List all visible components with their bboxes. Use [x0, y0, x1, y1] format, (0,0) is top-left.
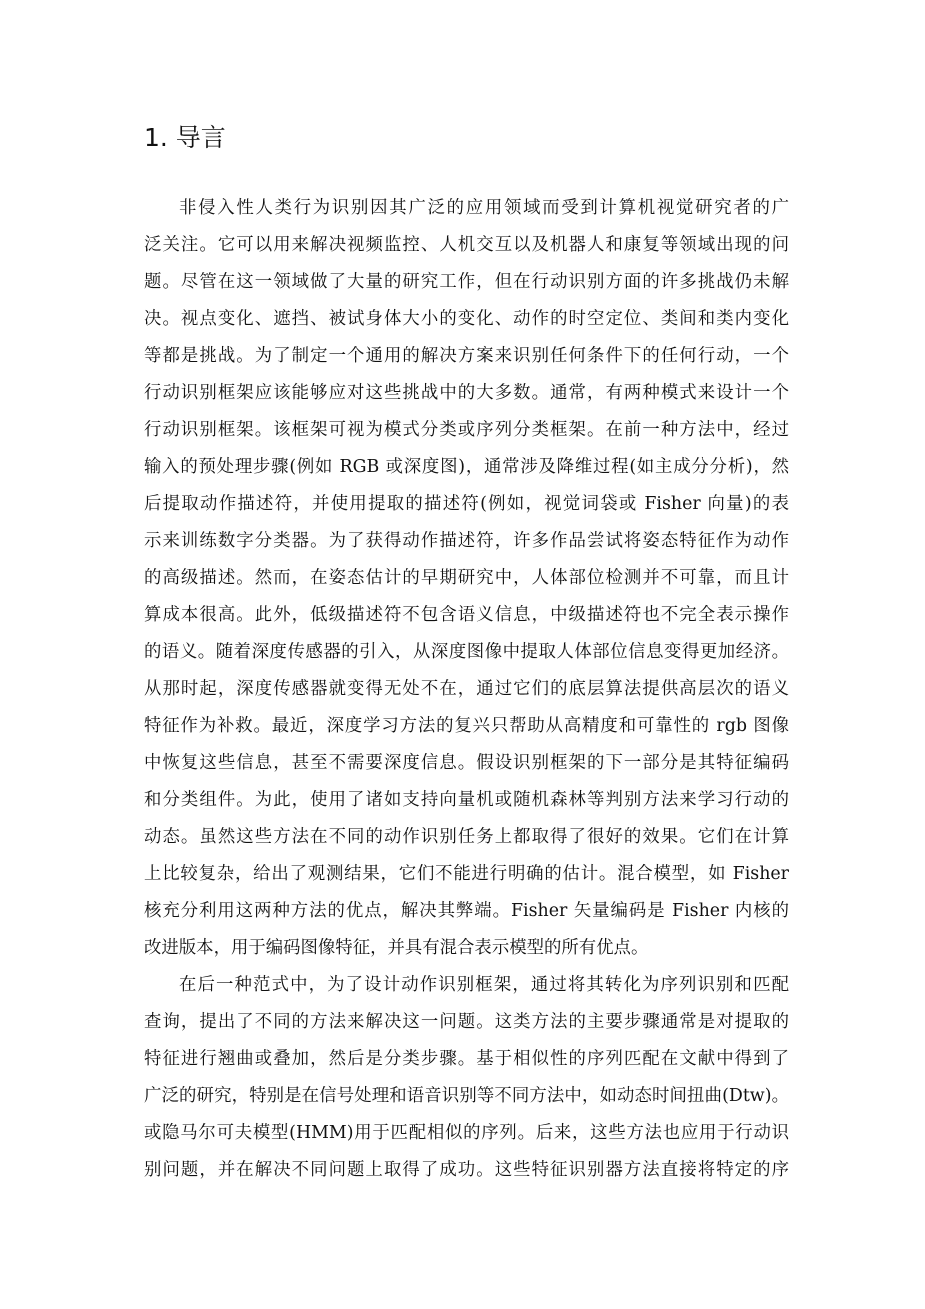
- paragraph-1-line-20: 核充分利用这两种方法的优点，解决其弊端。Fisher 矢量编码是 Fisher 内核的: [144, 901, 789, 921]
- paragraph-1-line-12: 算成本很高。此外，低级描述符不包含语义信息，中级描述符也不完全表示操作: [144, 605, 789, 625]
- paragraph-1-line-11: 的高级描述。然而，在姿态估计的早期研究中，人体部位检测并不可靠，而且计: [144, 568, 789, 588]
- paragraph-1-line-2: 泛关注。它可以用来解决视频监控、人机交互以及机器人和康复等领域出现的问: [144, 235, 789, 255]
- paragraph-2-line-3: 特征进行翘曲或叠加，然后是分类步骤。基于相似性的序列匹配在文献中得到了: [144, 1049, 789, 1069]
- paragraph-1-line-7: 行动识别框架。该框架可视为模式分类或序列分类框架。在前一种方法中，经过: [144, 420, 789, 440]
- paragraph-1-line-10: 示来训练数字分类器。为了获得动作描述符，许多作品尝试将姿态特征作为动作: [144, 531, 789, 551]
- paragraph-1-line-17: 和分类组件。为此，使用了诸如支持向量机或随机森林等判别方法来学习行动的: [144, 790, 789, 810]
- paragraph-1-line-4: 决。视点变化、遮挡、被试身体大小的变化、动作的时空定位、类间和类内变化: [144, 309, 789, 329]
- paragraph-1-line-1: 非侵入性人类行为识别因其广泛的应用领域而受到计算机视觉研究者的广: [179, 198, 789, 218]
- paragraph-2-line-4: 广泛的研究，特别是在信号处理和语音识别等不同方法中，如动态时间扭曲(Dtw)。: [144, 1086, 789, 1106]
- paragraph-1-line-13: 的语义。随着深度传感器的引入，从深度图像中提取人体部位信息变得更加经济。: [144, 642, 789, 662]
- paragraph-1-line-3: 题。尽管在这一领域做了大量的研究工作，但在行动识别方面的许多挑战仍未解: [144, 272, 789, 292]
- section-title: 1. 导言: [144, 123, 226, 152]
- paragraph-1-line-6: 行动识别框架应该能够应对这些挑战中的大多数。通常，有两种模式来设计一个: [144, 383, 789, 403]
- paragraph-2-line-2: 查询，提出了不同的方法来解决这一问题。这类方法的主要步骤通常是对提取的: [144, 1012, 789, 1032]
- paragraph-2-line-5: 或隐马尔可夫模型(HMM)用于匹配相似的序列。后来，这些方法也应用于行动识: [144, 1123, 789, 1143]
- paragraph-1-line-15: 特征作为补救。最近，深度学习方法的复兴只帮助从高精度和可靠性的 rgb 图像: [144, 716, 789, 736]
- paragraph-1-line-5: 等都是挑战。为了制定一个通用的解决方案来识别任何条件下的任何行动，一个: [144, 346, 789, 366]
- paragraph-1-line-8: 输入的预处理步骤(例如 RGB 或深度图)，通常涉及降维过程(如主成分分析)，然: [144, 457, 789, 477]
- paragraph-1-line-19: 上比较复杂，给出了观测结果，它们不能进行明确的估计。混合模型，如 Fisher: [144, 864, 789, 884]
- paragraph-1-line-21: 改进版本，用于编码图像特征，并具有混合表示模型的所有优点。: [144, 938, 649, 958]
- paragraph-1-line-14: 从那时起，深度传感器就变得无处不在，通过它们的底层算法提供高层次的语义: [144, 679, 789, 699]
- paragraph-1-line-9: 后提取动作描述符，并使用提取的描述符(例如，视觉词袋或 Fisher 向量)的表: [144, 494, 789, 514]
- paragraph-1-line-18: 动态。虽然这些方法在不同的动作识别任务上都取得了很好的效果。它们在计算: [144, 827, 789, 847]
- paragraph-2-line-1: 在后一种范式中，为了设计动作识别框架，通过将其转化为序列识别和匹配: [179, 975, 789, 995]
- paragraph-1-line-16: 中恢复这些信息，甚至不需要深度信息。假设识别框架的下一部分是其特征编码: [144, 753, 789, 773]
- paragraph-2-line-6: 别问题，并在解决不同问题上取得了成功。这些特征识别器方法直接将特定的序: [144, 1160, 789, 1180]
